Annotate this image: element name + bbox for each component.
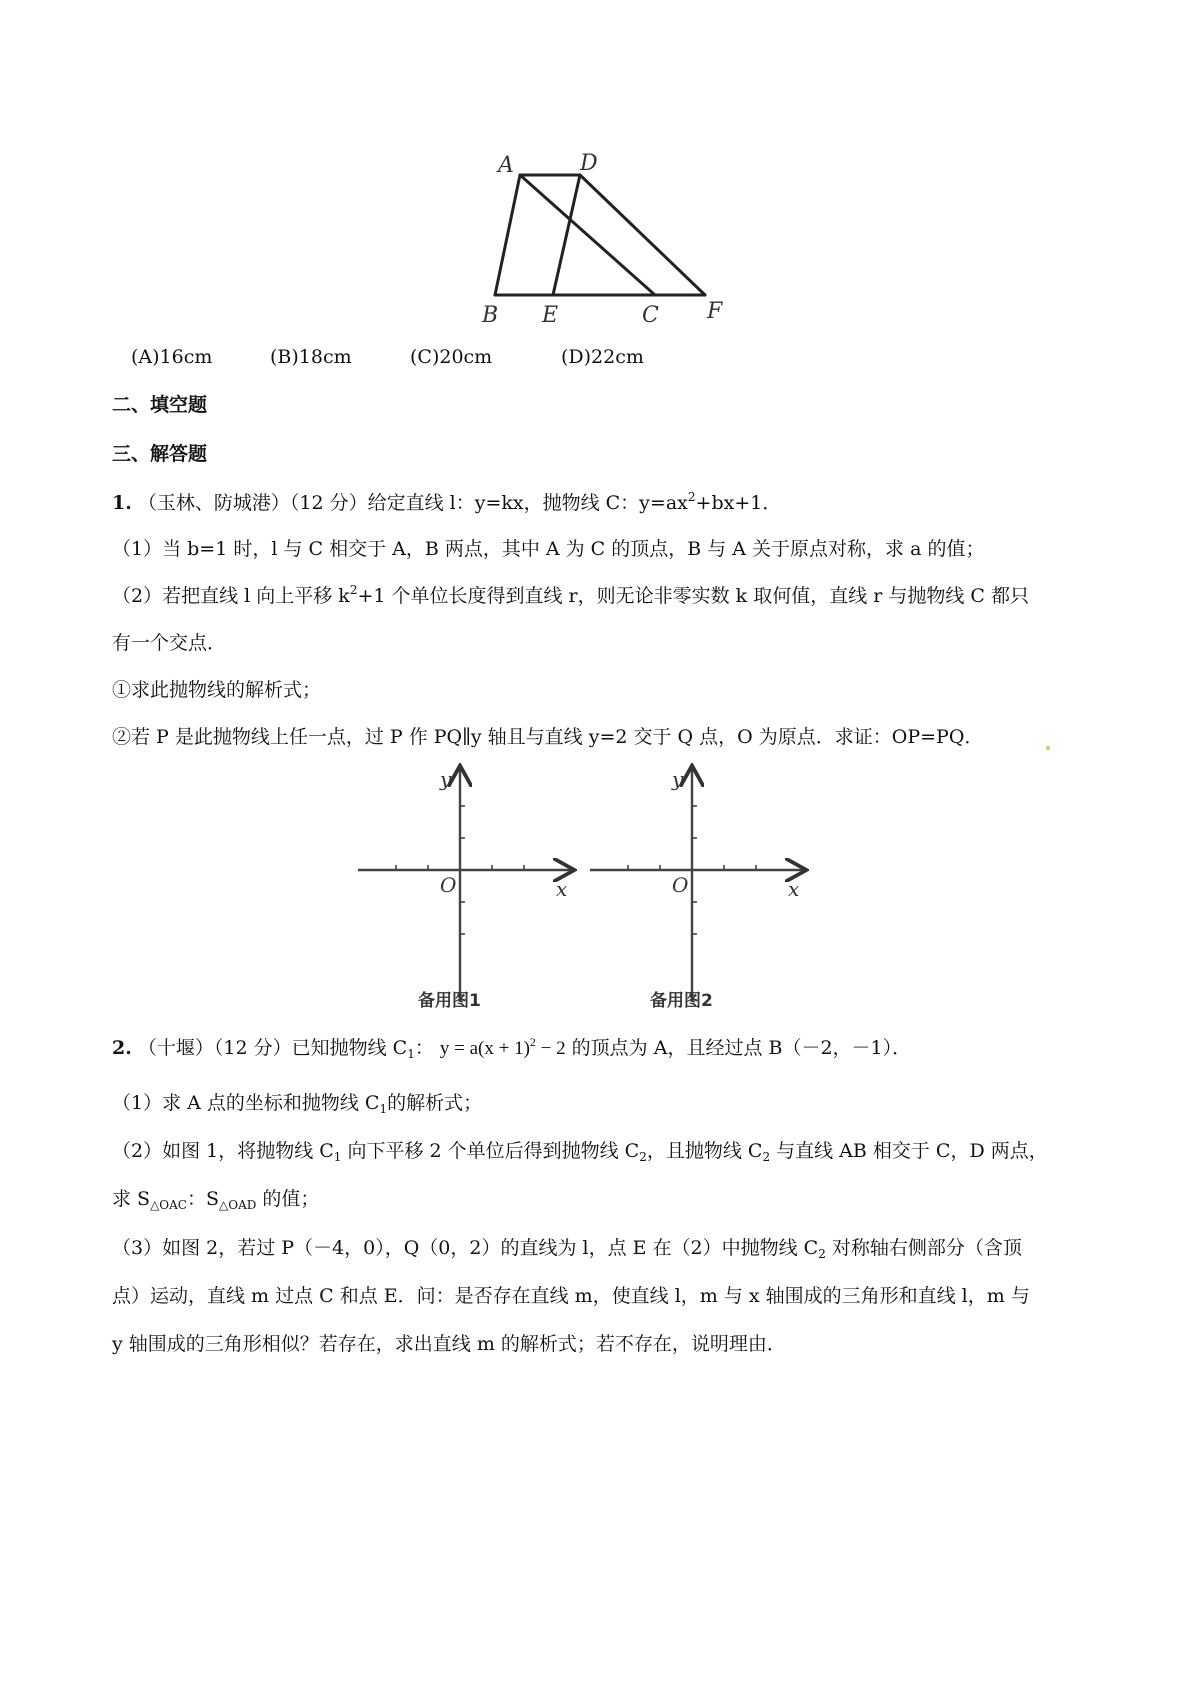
- axes-figure-1: [358, 768, 572, 1002]
- trapezoid-figure: [470, 150, 730, 330]
- q2-part3-cont2: y 轴围成的三角形相似？若存在，求出直线 m 的解析式；若不存在，说明理由．: [112, 1333, 786, 1355]
- q2-number: 2.: [112, 1037, 132, 1059]
- caption-figure-2: 备用图2: [650, 991, 713, 1011]
- section-fill-in-heading: 二、填空题: [112, 394, 208, 416]
- label-e: E: [542, 303, 559, 328]
- section-solve-heading: 三、解答题: [112, 443, 208, 465]
- option-d: (D)22cm: [561, 346, 644, 368]
- y-axis-label-1: y: [440, 767, 452, 791]
- segment-de: [553, 175, 580, 295]
- x-axis-label-1: x: [556, 877, 568, 901]
- label-b: B: [482, 303, 499, 328]
- y-axis-label-2: y: [672, 767, 684, 791]
- label-c: C: [642, 303, 659, 328]
- segment-df: [580, 175, 705, 295]
- q1-part1: （1）当 b=1 时，l 与 C 相交于 A，B 两点，其中 A 为 C 的顶点，B 与 A 关于原点对称，求 a 的值；: [112, 538, 985, 560]
- q1-part2: （2）若把直线 l 向上平移 $k^2+1$ 个单位长度得到直线 r，则无论非零实数 k 取何值，直线 r 与抛物线 C 都只: [112, 583, 1029, 607]
- option-a: (A)16cm: [131, 346, 213, 368]
- option-c: (C)20cm: [410, 346, 493, 368]
- label-a: A: [498, 153, 514, 178]
- label-f: F: [707, 299, 723, 324]
- q2-formula: $y = a(x + 1)^2 - 2$: [439, 1035, 566, 1059]
- q2-stem: 2. （十堰）（12 分）已知抛物线 $C_1$： $y = a(x + 1)^2 - 2$ 的顶点为 A，且经过点 B（－2，－1）．: [112, 1035, 912, 1061]
- axes-figure-2: [590, 768, 804, 1002]
- label-d: D: [580, 151, 598, 176]
- q2-part1: （1）求 A 点的坐标和抛物线 $C_1$的解析式；: [112, 1092, 483, 1116]
- option-b: (B)18cm: [270, 346, 352, 368]
- q1-stem: 1. （玉林、防城港）（12 分）给定直线 l：y=kx，抛物线 C：$y=ax^2+bx+1$．: [112, 490, 782, 514]
- caption-figure-1: 备用图1: [418, 991, 481, 1011]
- q1-part2-sub2: ②若 P 是此抛物线上任一点，过 P 作 PQ∥y 轴且与直线 y=2 交于 Q 点，O 为原点．求证：OP=PQ．: [112, 726, 984, 748]
- speck: [1046, 746, 1050, 750]
- x-axis-label-2: x: [788, 877, 800, 901]
- q1-number: 1.: [112, 492, 132, 514]
- q2-part3-cont1: 点）运动，直线 m 过点 C 和点 E．问：是否存在直线 m，使直线 l，m 与 x 轴围成的三角形和直线 l，m 与: [112, 1285, 1030, 1307]
- segment-ab: [495, 175, 520, 295]
- coordinate-figures: [356, 762, 816, 1012]
- q2-part2-cont: 求 $S_{\triangle OAC}$：$S_{\triangle OAD}$ 的值；: [112, 1188, 320, 1212]
- segment-ac: [520, 175, 655, 295]
- q1-part2-cont: 有一个交点．: [112, 632, 227, 654]
- origin-label-2: O: [672, 873, 689, 897]
- q1-part2-sub1: ①求此抛物线的解析式；: [112, 679, 322, 701]
- q2-part3: （3）如图 2，若过 P（－4，0），Q（0，2）的直线为 l，点 E 在（2）中抛物线 $C_2$ 对称轴右侧部分（含顶: [112, 1237, 1022, 1261]
- q2-part2: （2）如图 1，将抛物线 $C_1$ 向下平移 2 个单位后得到抛物线 $C_2$，且抛物线 $C_2$ 与直线 AB 相交于 C，D 两点，: [112, 1140, 1048, 1164]
- origin-label-1: O: [440, 873, 457, 897]
